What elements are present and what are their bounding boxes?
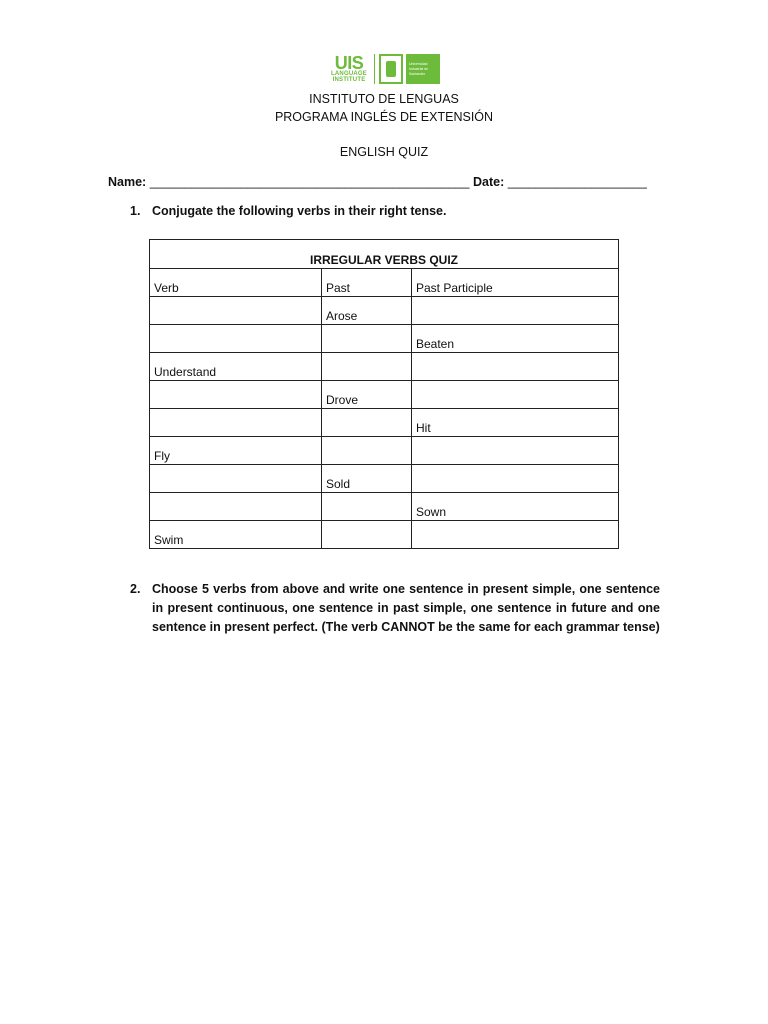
past-cell[interactable]: Drove: [322, 381, 412, 409]
irregular-verbs-table: [149, 239, 619, 549]
verb-cell[interactable]: Understand: [150, 353, 322, 381]
date-label: Date:: [472, 175, 505, 189]
question-2-number: 2.: [130, 582, 141, 596]
past-participle-cell[interactable]: Beaten: [412, 325, 619, 353]
verb-cell[interactable]: [150, 465, 322, 493]
question-1-text: Conjugate the following verbs in their right tense.: [152, 204, 447, 218]
table-row: [150, 521, 619, 549]
past-participle-cell[interactable]: [412, 521, 619, 549]
verb-cell[interactable]: [150, 325, 322, 353]
name-label: Name:: [108, 175, 147, 189]
header-past: Past: [322, 269, 412, 297]
quiz-title: ENGLISH QUIZ: [339, 145, 429, 159]
table-row: [150, 493, 619, 521]
table-title-row: [150, 240, 619, 269]
past-cell[interactable]: [322, 437, 412, 465]
name-blank[interactable]: ______________________________________________: [149, 175, 470, 189]
logo-uis-text: UIS: [334, 53, 364, 73]
past-cell[interactable]: Sold: [322, 465, 412, 493]
past-cell[interactable]: [322, 325, 412, 353]
past-cell[interactable]: [322, 353, 412, 381]
logo-institute-text: INSTITUTE: [332, 77, 366, 83]
past-cell[interactable]: [322, 493, 412, 521]
question-2: [130, 580, 662, 634]
institute-heading: INSTITUTO DE LENGUAS: [309, 92, 459, 106]
past-participle-cell[interactable]: [412, 297, 619, 325]
table-row: [150, 437, 619, 465]
past-participle-cell[interactable]: [412, 465, 619, 493]
table-row: [150, 297, 619, 325]
date-blank[interactable]: ____________________: [507, 175, 647, 189]
verb-cell[interactable]: Fly: [150, 437, 322, 465]
question-1-number: 1.: [130, 204, 141, 218]
logo-language-text: LANGUAGE: [331, 71, 367, 77]
past-cell[interactable]: [322, 521, 412, 549]
table-row: [150, 325, 619, 353]
university-name-badge: [406, 54, 440, 84]
table-row: [150, 381, 619, 409]
verb-cell[interactable]: [150, 381, 322, 409]
logo-divider: [374, 54, 375, 84]
badge-line: Industrial de: [409, 66, 429, 71]
past-cell[interactable]: [322, 409, 412, 437]
uis-language-institute-wordmark: [328, 55, 370, 83]
verb-cell[interactable]: [150, 297, 322, 325]
past-participle-cell[interactable]: [412, 353, 619, 381]
table-row: [150, 409, 619, 437]
program-heading: PROGRAMA INGLÉS DE EXTENSIÓN: [274, 110, 494, 124]
question-2-text: Choose 5 verbs from above and write one sentence in present simple, one sentence in present continuous, one sentence in past simple, one sentence in future and one sentence in present perfect. (The verb CANNOT be the same for each grammar tense): [152, 582, 660, 634]
past-participle-cell[interactable]: Sown: [412, 493, 619, 521]
badge-line: Santander: [409, 71, 426, 76]
table-title: IRREGULAR VERBS QUIZ: [150, 240, 619, 269]
uis-logo: [328, 52, 440, 86]
header-past-participle: Past Participle: [412, 269, 619, 297]
past-participle-cell[interactable]: [412, 381, 619, 409]
table-row: [150, 465, 619, 493]
past-participle-cell[interactable]: [412, 437, 619, 465]
verb-cell[interactable]: [150, 493, 322, 521]
past-cell[interactable]: Arose: [322, 297, 412, 325]
past-participle-cell[interactable]: Hit: [412, 409, 619, 437]
university-seal-icon: [379, 54, 403, 84]
badge-line: Universidad: [409, 61, 428, 66]
verb-cell[interactable]: [150, 409, 322, 437]
question-1: [130, 204, 446, 218]
name-date-row: [108, 175, 647, 189]
table-header-row: [150, 269, 619, 297]
header-verb: Verb: [150, 269, 322, 297]
table-row: [150, 353, 619, 381]
verb-cell[interactable]: Swim: [150, 521, 322, 549]
